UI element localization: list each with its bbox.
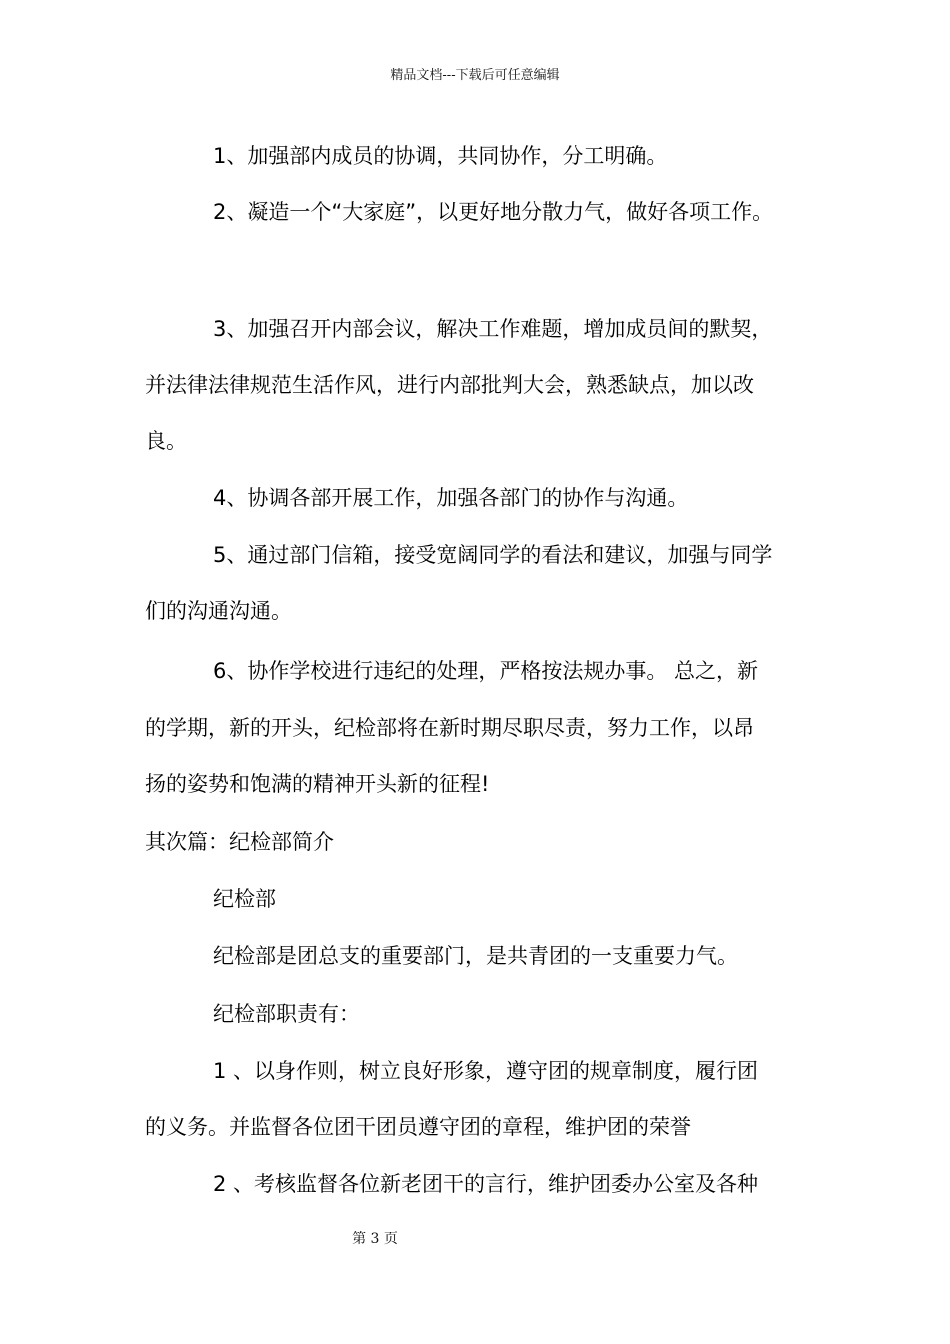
paragraph-5-line-1: 5、通过部门信箱，接受宽阔同学的看法和建议，加强与同学 [213, 543, 773, 567]
paragraph-3-line-2: 并法律法律规范生活作风，进行内部批判大会，熟悉缺点，加以改 [145, 373, 754, 397]
paragraph-6-line-1: 6、协作学校进行违纪的处理，严格按法规办事。 总之，新 [213, 659, 759, 683]
paragraph-6-line-3: 扬的姿势和饱满的精神开头新的征程! [145, 772, 490, 796]
paragraph-1: 1、加强部内成员的协调，共同协作，分工明确。 [213, 144, 668, 168]
paragraph-3-line-1: 3、加强召开内部会议，解决工作难题，增加成员间的默契， [213, 317, 773, 341]
page-header: 精品文档---下载后可任意编辑 [390, 68, 560, 83]
paragraph-3-line-3: 良。 [145, 429, 187, 453]
page-number: 第 3 页 [352, 1231, 398, 1247]
sub-title: 纪检部 [213, 887, 276, 911]
duty-2-line-1: 2 、考核监督各位新老团干的言行，维护团委办公室及各种 [213, 1172, 759, 1196]
duties-label: 纪检部职责有： [213, 1002, 360, 1026]
paragraph-5-line-2: 们的沟通沟通。 [145, 599, 292, 623]
paragraph-6-line-2: 的学期，新的开头，纪检部将在新时期尽职尽责，努力工作，以昂 [145, 716, 754, 740]
duty-1-line-2: 的义务。并监督各位团干团员遵守团的章程，维护团的荣誉 [145, 1115, 691, 1139]
paragraph-4: 4、协调各部开展工作，加强各部门的协作与沟通。 [213, 486, 689, 510]
paragraph-2: 2、凝造一个“大家庭”，以更好地分散力气，做好各项工作。 [213, 200, 774, 224]
intro-paragraph: 纪检部是团总支的重要部门，是共青团的一支重要力气。 [213, 944, 738, 968]
section-title: 其次篇：纪检部简介 [145, 830, 334, 854]
duty-1-line-1: 1 、以身作则，树立良好形象，遵守团的规章制度，履行团 [213, 1059, 759, 1083]
